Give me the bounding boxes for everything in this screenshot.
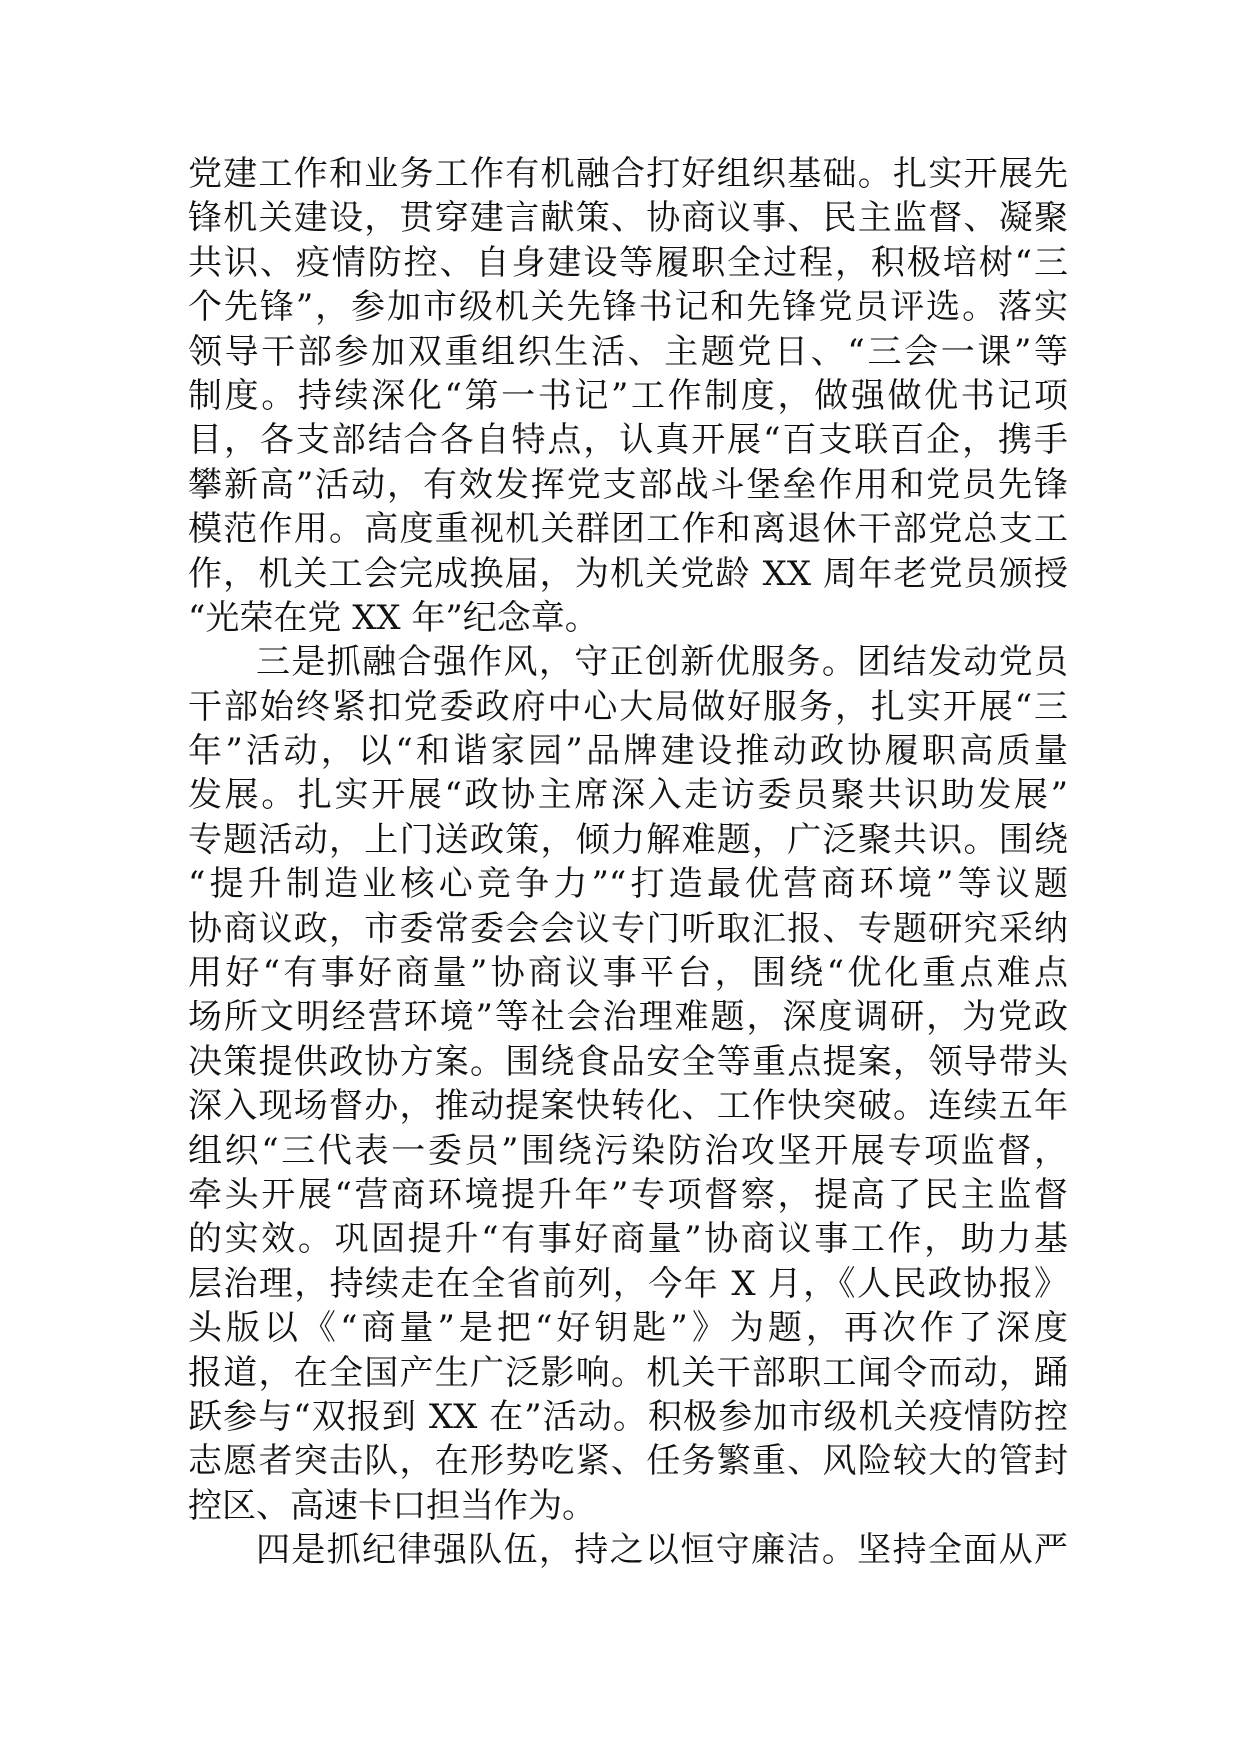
text-line: 领导干部参加双重组织生活、主题党日、“三会一课”等 — [188, 331, 1068, 372]
paragraph-start-line: 三是抓融合强作风，守正创新优服务。团结发动党员 — [256, 642, 1068, 683]
text-line: 专题活动，上门送政策，倾力解难题，广泛聚共识。围绕 — [188, 819, 1068, 860]
text-line: 协商议政，市委常委会会议专门听取汇报、专题研究采纳 — [188, 908, 1068, 949]
text-line: 头版以《“商量”是把“好钥匙”》为题，再次作了深度 — [188, 1308, 1068, 1349]
text-line: 制度。持续深化“第一书记”工作制度，做强做优书记项 — [188, 375, 1068, 416]
text-line: “提升制造业核心竞争力”“打造最优营商环境”等议题 — [188, 864, 1068, 905]
text-line: 共识、疫情防控、自身建设等履职全过程，积极培树“三 — [188, 242, 1068, 283]
text-line: 个先锋”，参加市级机关先锋书记和先锋党员评选。落实 — [188, 287, 1068, 328]
text-line: “光荣在党 XX 年”纪念章。 — [188, 597, 599, 638]
text-line: 作，机关工会完成换届，为机关党龄 XX 周年老党员颁授 — [188, 553, 1068, 594]
text-line: 跃参与“双报到 XX 在”活动。积极参加市级机关疫情防控 — [188, 1396, 1068, 1437]
text-line: 报道，在全国产生广泛影响。机关干部职工闻令而动，踊 — [188, 1352, 1068, 1393]
text-line: 控区、高速卡口担当作为。 — [188, 1485, 596, 1526]
text-line: 场所文明经营环境”等社会治理难题，深度调研，为党政 — [188, 997, 1068, 1038]
text-line: 目，各支部结合各自特点，认真开展“百支联百企，携手 — [188, 420, 1068, 461]
text-line: 组织“三代表一委员”围绕污染防治攻坚开展专项监督， — [188, 1130, 1068, 1171]
text-line: 发展。扎实开展“政协主席深入走访委员聚共识助发展” — [188, 775, 1068, 816]
text-line: 深入现场督办，推动提案快转化、工作快突破。连续五年 — [188, 1086, 1068, 1127]
text-line: 用好“有事好商量”协商议事平台，围绕“优化重点难点 — [188, 953, 1068, 994]
body-text — [188, 152, 1068, 1573]
paragraph-start-line: 四是抓纪律强队伍，持之以恒守廉洁。坚持全面从严 — [256, 1530, 1068, 1571]
text-line: 模范作用。高度重视机关群团工作和离退休干部党总支工 — [188, 509, 1068, 550]
text-line: 层治理，持续走在全省前列，今年 X 月，《人民政协报》 — [188, 1263, 1068, 1304]
text-line: 干部始终紧扣党委政府中心大局做好服务，扎实开展“三 — [188, 686, 1068, 727]
text-line: 年”活动，以“和谐家园”品牌建设推动政协履职高质量 — [188, 731, 1068, 772]
text-line: 牵头开展“营商环境提升年”专项督察，提高了民主监督 — [188, 1174, 1068, 1215]
text-line: 锋机关建设，贯穿建言献策、协商议事、民主监督、凝聚 — [188, 198, 1068, 239]
text-line: 党建工作和业务工作有机融合打好组织基础。扎实开展先 — [188, 154, 1068, 194]
text-line: 攀新高”活动，有效发挥党支部战斗堡垒作用和党员先锋 — [188, 464, 1068, 505]
text-line: 决策提供政协方案。围绕食品安全等重点提案，领导带头 — [188, 1041, 1068, 1082]
text-line: 的实效。巩固提升“有事好商量”协商议事工作，助力基 — [188, 1219, 1068, 1260]
text-line: 志愿者突击队，在形势吃紧、任务繁重、风险较大的管封 — [188, 1441, 1068, 1482]
